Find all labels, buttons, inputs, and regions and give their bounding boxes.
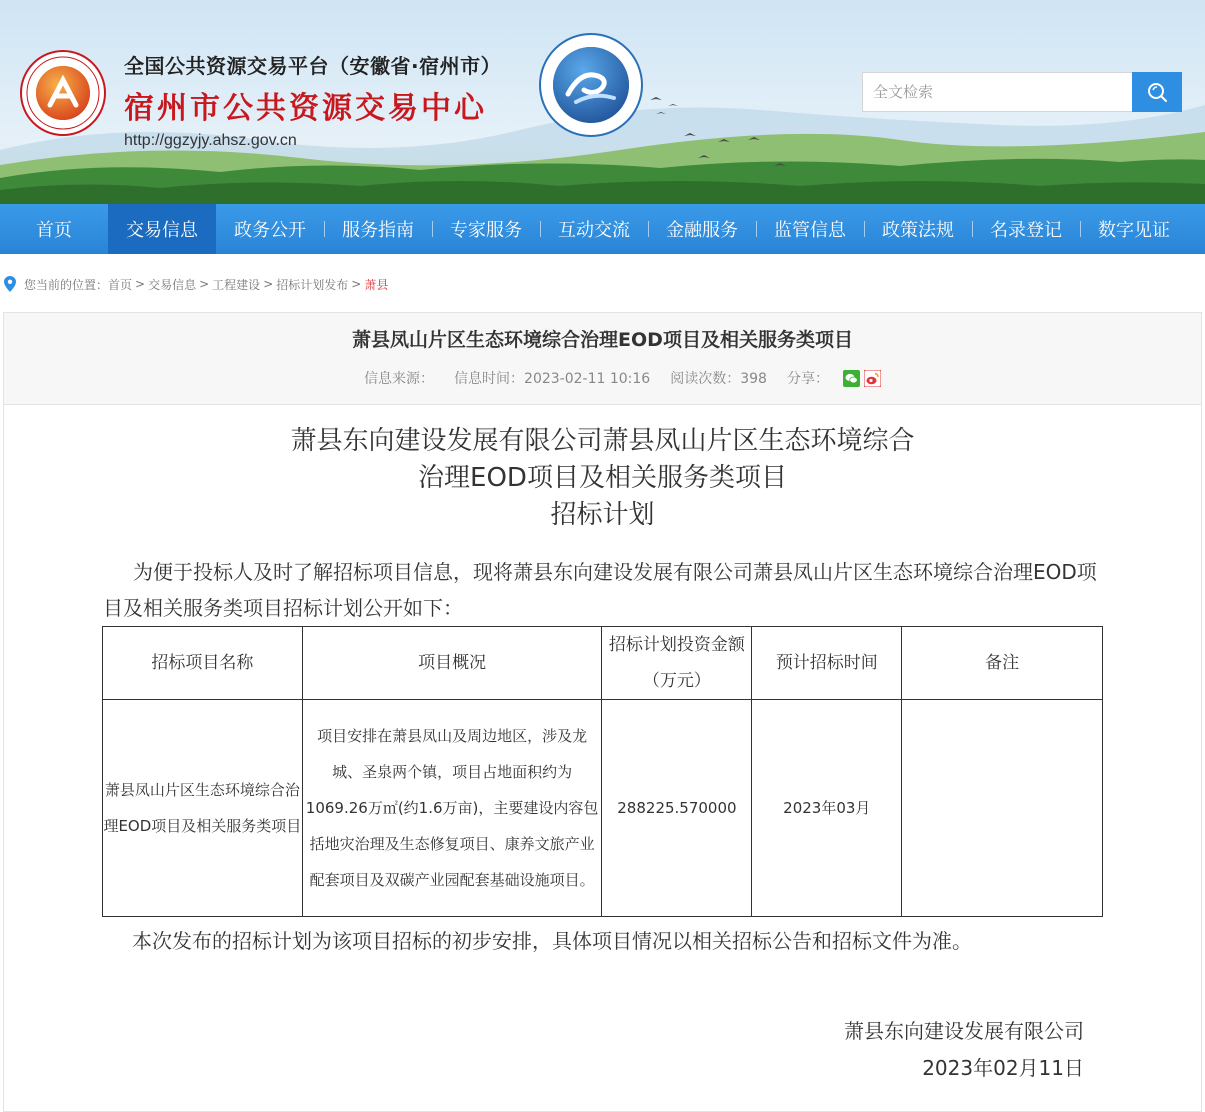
nav-item-label: 互动交流 — [558, 220, 630, 241]
share-label: 分享： — [786, 371, 829, 387]
nav-item-service-guide[interactable] — [324, 204, 432, 254]
signature-date: 2023年02月11日 — [922, 1056, 1084, 1080]
breadcrumb-bid-plan[interactable]: 招标计划发布 — [276, 277, 349, 292]
site-header-banner — [0, 0, 1205, 204]
nav-item-label: 数字见证 — [1098, 220, 1170, 241]
bid-plan-table — [102, 626, 1103, 917]
wechat-share-icon[interactable] — [843, 370, 860, 387]
nav-item-label: 首页 — [36, 220, 72, 241]
breadcrumb-engineering[interactable]: 工程建设 — [212, 277, 261, 292]
document-note: 本次发布的招标计划为该项目招标的初步安排，具体项目情况以相关招标公告和招标文件为准。 — [132, 929, 972, 953]
info-source: 信息来源： — [364, 371, 435, 387]
signature-block — [844, 1013, 1084, 1087]
cell-project-name: 萧县凤山片区生态环境综合治理EOD项目及相关服务类项目 — [103, 700, 303, 917]
header-project-name: 招标项目名称 — [103, 627, 303, 700]
search-icon — [1146, 81, 1168, 103]
site-subtitle: 全国公共资源交易平台（安徽省·宿州市） — [124, 54, 502, 78]
article-container — [3, 312, 1202, 1112]
article-title: 萧县凤山片区生态环境综合治理EOD项目及相关服务类项目 — [352, 329, 853, 351]
site-url[interactable]: http://ggzyjy.ahsz.gov.cn — [124, 132, 297, 149]
document-title — [4, 423, 1201, 534]
cell-overview: 项目安排在萧县凤山及周边地区，涉及龙城、圣泉两个镇，项目占地面积约为1069.26万㎡(约1.6万亩)，主要建设内容包括地灾治理及生态修复项目、康养文旅产业配套项目及双碳产业园配套基础设施项目。 — [302, 700, 602, 917]
breadcrumb-separator: > — [263, 277, 274, 291]
table-row — [103, 700, 1103, 917]
search-input[interactable] — [862, 72, 1132, 112]
breadcrumb-home[interactable]: 首页 — [108, 277, 133, 292]
main-nav — [0, 204, 1205, 254]
table-header-row — [103, 627, 1103, 700]
nav-item-finance[interactable] — [648, 204, 756, 254]
header-amount: 招标计划投资金额（万元） — [602, 627, 752, 700]
breadcrumb-separator: > — [135, 277, 146, 291]
article-meta — [4, 368, 1201, 388]
location-pin-icon — [4, 276, 16, 292]
site-title-block — [124, 50, 501, 150]
nav-item-home[interactable] — [0, 204, 108, 254]
cell-amount: 288225.570000 — [602, 700, 752, 917]
emblem-logo-icon — [20, 50, 106, 136]
cell-remark — [902, 700, 1103, 917]
nav-item-supervision[interactable] — [756, 204, 864, 254]
breadcrumb-separator: > — [199, 277, 210, 291]
breadcrumb-prefix: 您当前的位置： — [24, 277, 109, 292]
search-box — [862, 72, 1182, 112]
nav-item-expert-service[interactable] — [432, 204, 540, 254]
view-count: 阅读次数：398 — [670, 371, 767, 387]
weibo-share-icon[interactable] — [864, 370, 881, 387]
search-button[interactable] — [1132, 72, 1182, 112]
header-remark: 备注 — [902, 627, 1103, 700]
nav-item-registry[interactable] — [972, 204, 1080, 254]
nav-item-label: 金融服务 — [666, 220, 738, 241]
signature-company: 萧县东向建设发展有限公司 — [844, 1019, 1084, 1043]
document-title-line: 萧县东向建设发展有限公司萧县凤山片区生态环境综合 — [290, 426, 915, 456]
nav-item-label: 服务指南 — [342, 220, 414, 241]
nav-item-label: 政务公开 — [234, 220, 306, 241]
breadcrumb-trading-info[interactable]: 交易信息 — [148, 277, 197, 292]
document-title-line: 治理EOD项目及相关服务类项目 — [418, 463, 787, 493]
site-title: 宿州市公共资源交易中心 — [124, 91, 487, 126]
article-header — [4, 313, 1201, 405]
alliance-seal-icon — [536, 32, 646, 138]
document-intro: 为便于投标人及时了解招标项目信息，现将萧县东向建设发展有限公司萧县凤山片区生态环境综合治理EOD项目及相关服务类项目招标计划公开如下： — [103, 560, 1097, 620]
nav-item-label: 监管信息 — [774, 220, 846, 241]
info-time: 信息时间：2023-02-11 10:16 — [454, 371, 651, 387]
nav-item-interaction[interactable] — [540, 204, 648, 254]
breadcrumb-separator: > — [351, 277, 362, 291]
nav-item-label: 政策法规 — [882, 220, 954, 241]
nav-item-policy[interactable] — [864, 204, 972, 254]
cell-time: 2023年03月 — [752, 700, 902, 917]
nav-item-label: 专家服务 — [450, 220, 522, 241]
document-title-line: 招标计划 — [550, 500, 655, 530]
header-overview: 项目概况 — [302, 627, 602, 700]
nav-item-government-affairs[interactable] — [216, 204, 324, 254]
nav-item-trading-info[interactable] — [108, 204, 216, 254]
nav-item-digital-witness[interactable] — [1080, 204, 1188, 254]
header-time: 预计招标时间 — [752, 627, 902, 700]
nav-item-label: 名录登记 — [990, 220, 1062, 241]
nav-item-label: 交易信息 — [126, 220, 198, 241]
breadcrumb — [4, 275, 388, 293]
breadcrumb-current[interactable]: 萧县 — [364, 277, 389, 292]
